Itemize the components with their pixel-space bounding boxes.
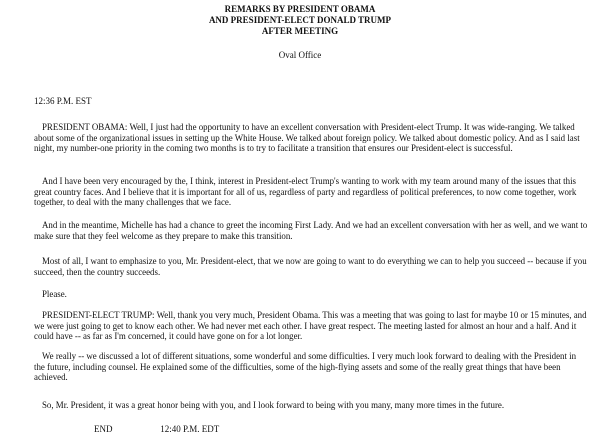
paragraph-3: And in the meantime, Michelle has had a chance to greet the incoming First Lady. And we had an excellent conversation with her as well, and we want to make sure that they feel welcome as they prepare to make this transition. xyxy=(34,220,588,241)
end-label: END xyxy=(94,424,113,434)
location-label: Oval Office xyxy=(278,50,322,60)
paragraph-4: Most of all, I want to emphasize to you, Mr. President-elect, that we now are going to want to do everything we can to help you succeed -- because if you succeed, then the country succeeds. xyxy=(34,256,587,277)
document-header xyxy=(0,4,600,37)
paragraph-8: So, Mr. President, it was a great honor being with you, and I look forward to being with you many, many more times in the future. xyxy=(42,400,505,410)
paragraph-6: PRESIDENT-ELECT TRUMP: Well, thank you very much, President Obama. This was a meeting that was going to last for maybe 10 or 15 minutes, and we were just going to get to know each other. We had never met each other. I have great respect. The meeting lasted for almost an hour and a half. And it could have -- as far as I'm concerned, it could have gone on for a lot longer. xyxy=(34,310,587,342)
end-row xyxy=(94,424,219,435)
paragraph-5: Please. xyxy=(42,289,67,299)
header-line-2: AND PRESIDENT-ELECT DONALD TRUMP xyxy=(208,15,392,25)
header-line-3: AFTER MEETING xyxy=(261,26,339,36)
paragraph-7: We really -- we discussed a lot of different situations, some wonderful and some difficulties. I very much look forward to dealing with the President in the future, including counsel. He explained some of the difficulties, some of the high-flying assets and some of the really great things that have been achieved. xyxy=(34,351,577,383)
end-time: 12:40 P.M. EDT xyxy=(160,424,220,434)
header-line-1: REMARKS BY PRESIDENT OBAMA xyxy=(224,4,376,14)
start-time: 12:36 P.M. EST xyxy=(34,96,92,106)
paragraph-1: PRESIDENT OBAMA: Well, I just had the opportunity to have an excellent conversation with President-elect Trump. It was wide-ranging. We talked about some of the organizational issues in setting up the White House. We talked about foreign policy. We talked about domestic policy. And as I said last night, my number-one priority in the coming two months is to try to facilitate a transition that ensures our President-elect is successful. xyxy=(34,122,580,154)
paragraph-2: And I have been very encouraged by the, I think, interest in President-elect Trump's wanting to work with my team around many of the issues that this great country faces. And I believe that it is important for all of us, regardless of party and regardless of political preferences, to now come together, work together, to deal with the many challenges that we face. xyxy=(34,176,577,208)
